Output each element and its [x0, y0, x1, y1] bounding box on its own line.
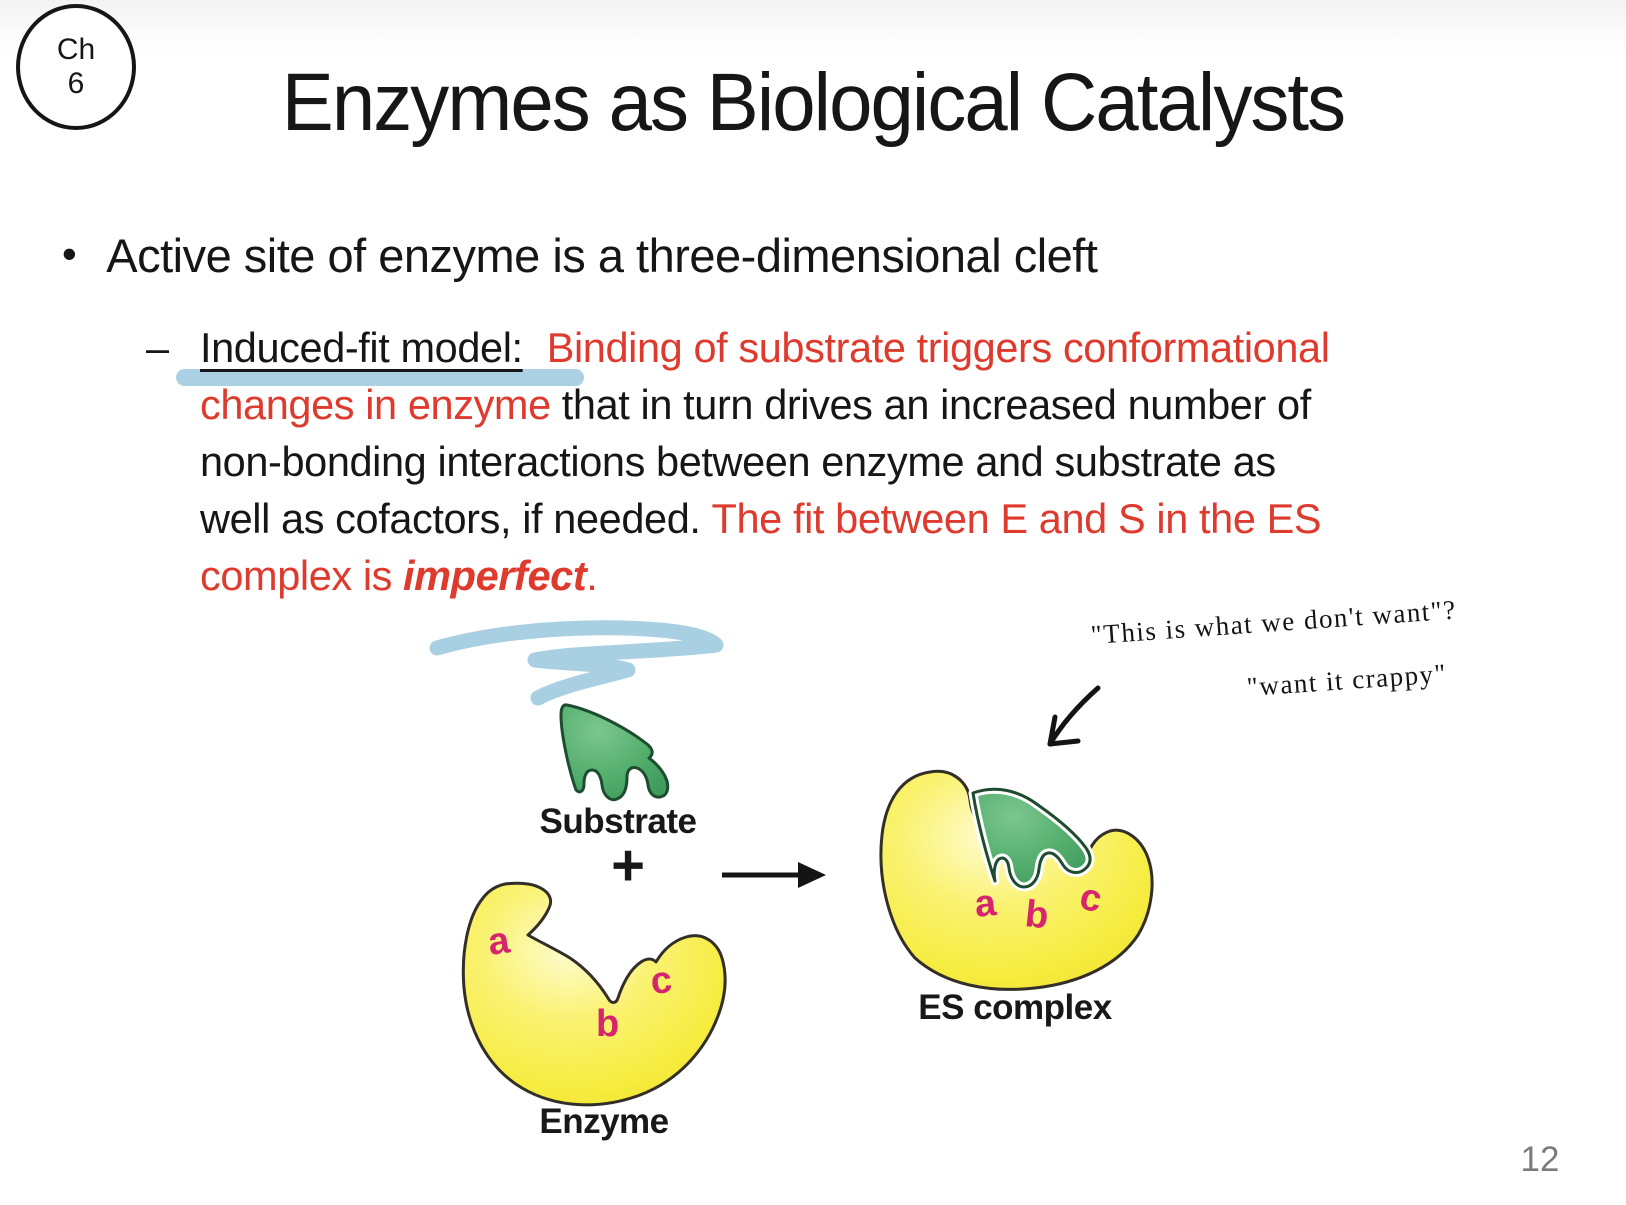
annotation-line1: "This is what we don't want"?	[1089, 594, 1458, 651]
red-text-segment: complex is	[200, 552, 393, 599]
es-complex-shape	[881, 771, 1152, 989]
dash-marker: –	[146, 324, 169, 371]
bullet-text: Active site of enzyme is a three-dimensional cleft	[106, 229, 1098, 282]
red-text-segment: Binding of substrate triggers conformational	[546, 324, 1330, 371]
substrate-label: Substrate	[539, 802, 697, 841]
paragraph-line	[146, 319, 1330, 376]
red-text-segment: changes in enzyme	[200, 381, 551, 428]
annotation-line2: "want it crappy"	[1245, 658, 1448, 703]
reaction-arrow-icon	[722, 862, 826, 888]
enzyme-shape	[463, 883, 725, 1105]
paragraph-line	[146, 376, 1330, 433]
es-complex-label: ES complex	[918, 988, 1112, 1027]
paragraph-line	[146, 547, 1330, 604]
chapter-badge-number: 6	[67, 67, 85, 100]
enzyme-site-c-label: c	[648, 958, 674, 1003]
body-paragraph	[146, 319, 1330, 604]
bullet-marker: •	[62, 230, 77, 277]
paragraph-line	[146, 490, 1330, 547]
chapter-badge	[16, 4, 136, 130]
es-site-a-label: a	[972, 881, 998, 926]
induced-fit-diagram	[400, 588, 1230, 1163]
red-text-segment: The fit between E and S in the ES	[711, 495, 1322, 542]
es-site-b-label: b	[1023, 893, 1051, 938]
induced-fit-term: Induced-fit model:	[200, 324, 523, 371]
page-number: 12	[1520, 1140, 1560, 1179]
black-text-segment: well as cofactors, if needed.	[200, 495, 701, 542]
chapter-badge-label: Ch	[56, 33, 96, 66]
enzyme-label: Enzyme	[539, 1102, 669, 1141]
black-text-segment: non-bonding interactions between enzyme and substrate as	[200, 438, 1276, 485]
plus-sign: +	[611, 833, 645, 898]
page-title: Enzymes as Biological Catalysts	[281, 57, 1345, 148]
black-text-segment: that in turn drives an increased number of	[561, 381, 1311, 428]
enzyme-site-b-label: b	[596, 1003, 620, 1045]
enzyme-site-a-label: a	[485, 919, 513, 964]
imperfect-emphasis: imperfect	[403, 552, 587, 599]
paragraph-line	[146, 433, 1330, 490]
bullet-line	[62, 228, 1097, 283]
es-site-c-label: c	[1076, 875, 1106, 922]
substrate-shape	[561, 705, 668, 800]
red-text-segment: .	[586, 552, 598, 599]
